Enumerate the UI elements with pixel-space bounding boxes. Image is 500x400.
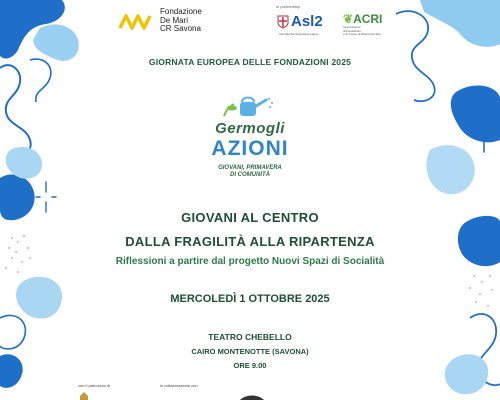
event-venue: TEATRO CHEBELLO — [208, 332, 292, 342]
acri-leaf-icon: ❦ — [343, 12, 354, 26]
acri-sub-3: e di Casse di Risparmio Spa — [343, 32, 381, 36]
subtitle: Riflessioni a partire dal progetto Nuovi Spazi di Socialità — [115, 256, 385, 267]
brand-germogli: Germogli — [215, 120, 285, 137]
asl2-subtitle: Azienda Sociosanitaria Ligure — [279, 32, 319, 36]
fdm-line3: CR Savona — [160, 24, 201, 33]
headline-1: GIOVANI AL CENTRO — [181, 210, 319, 225]
event-place: CAIRO MONTENOTTE (SAVONA) — [191, 347, 309, 356]
brand-tagline-2: DI COMUNITÀ — [230, 172, 270, 178]
acri-sub-1: Associazione — [343, 25, 361, 29]
fdm-line2: De Mari — [160, 15, 189, 25]
acri-sub-2: di Fondazioni — [343, 28, 361, 33]
patronage-label: con il patrocinio di — [78, 383, 111, 388]
fdm-line1: Fondazione — [160, 7, 202, 16]
germogli-azioni-logo — [190, 92, 310, 192]
in-partnership-label: in partnership — [276, 4, 301, 9]
event-day-heading: GIORNATA EUROPEA DELLE FONDAZIONI 2025 — [148, 57, 352, 67]
collaboration-label: in collaborazione con — [160, 383, 198, 388]
asl2-name: Asl2 — [291, 13, 323, 30]
brand-azioni: AZIONI — [211, 137, 289, 160]
event-date: MERCOLEDÌ 1 OTTOBRE 2025 — [170, 293, 330, 305]
brand-tagline — [190, 165, 310, 179]
event-time: ORE 9.00 — [233, 361, 267, 370]
brand-tagline-1: GIOVANI, PRIMAVERA — [218, 165, 282, 171]
acri-name-text: ACRI — [353, 12, 383, 26]
headline-2: DALLA FRAGILITÀ ALLA RIPARTENZA — [125, 234, 375, 249]
